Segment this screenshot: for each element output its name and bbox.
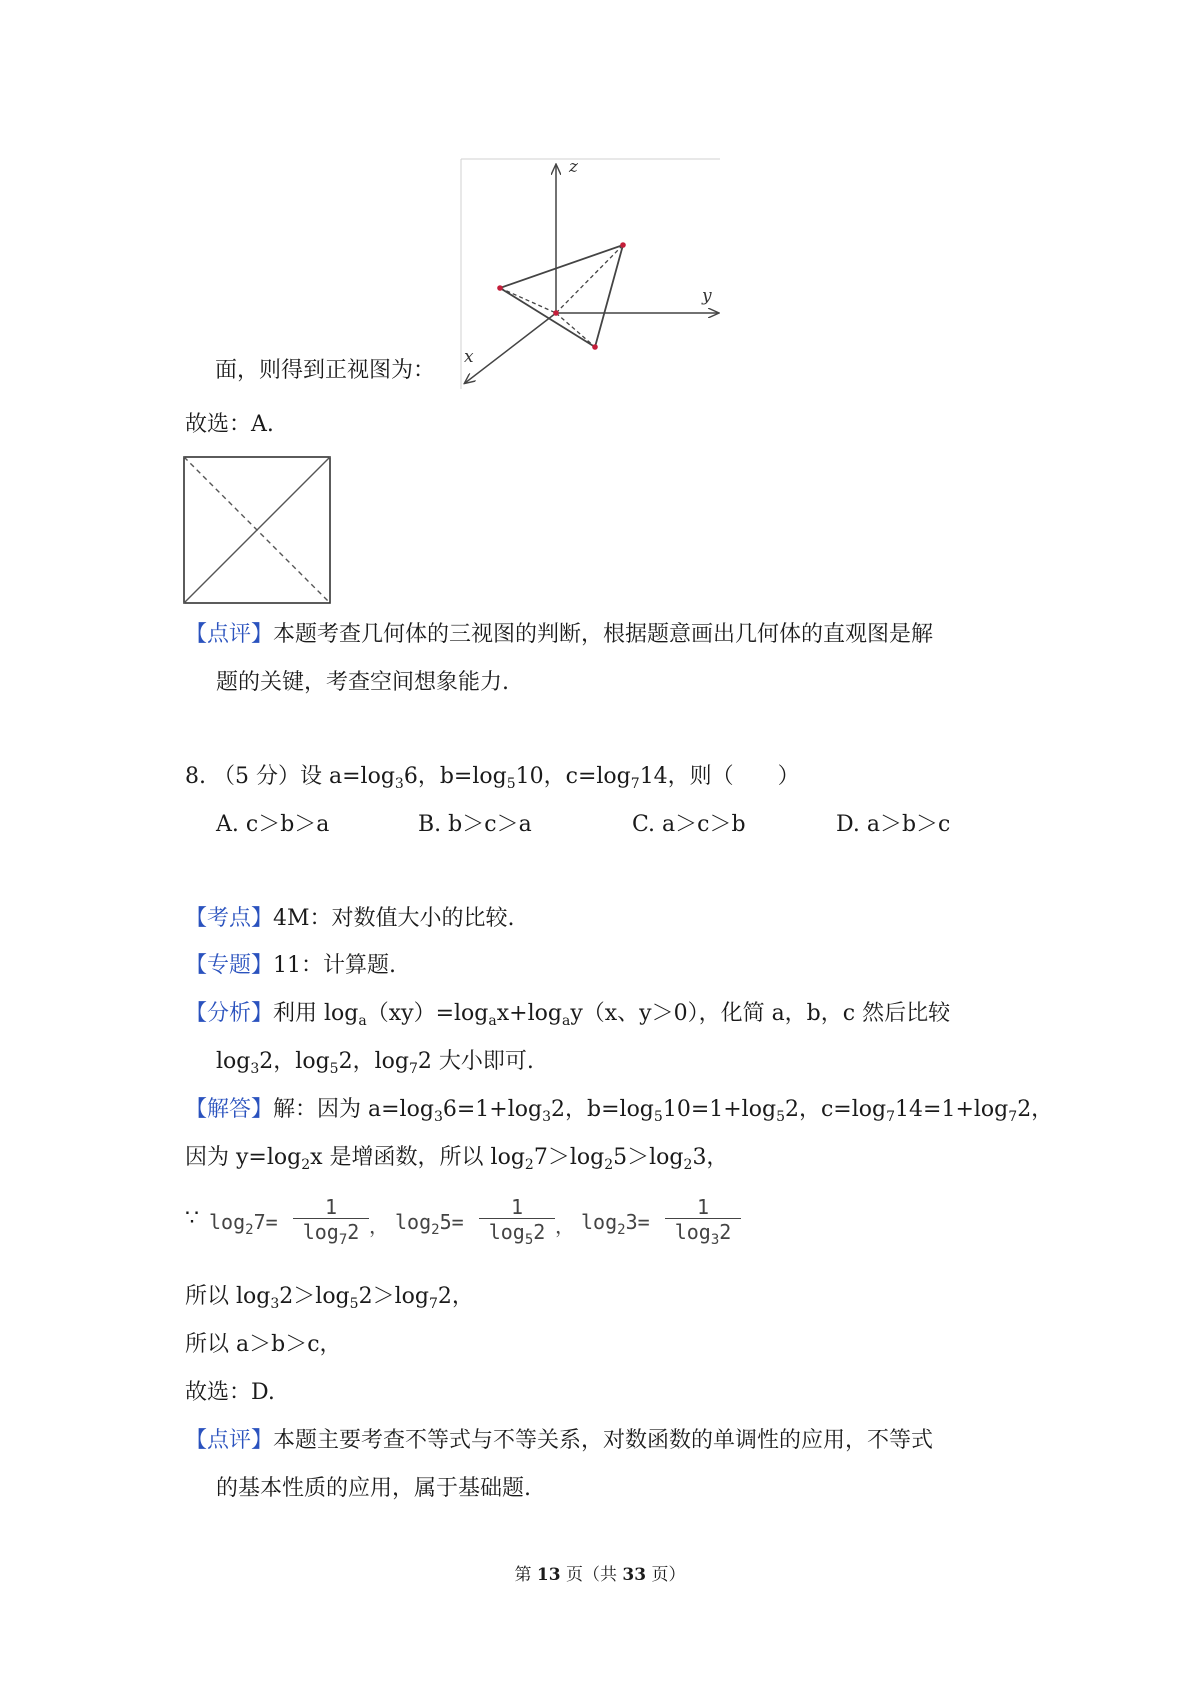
front-view-square-diagram — [182, 455, 334, 607]
previous-comment-line1 — [185, 620, 933, 650]
reciprocal-formula-line: ∵ $\log_27=$ 1 $\log_72$ ， $\log_25=$ 1 $\log_52$ ， $\log_23=$ 1 $\log_32$ — [185, 1196, 885, 1260]
stem-text: 14，则（ ） — [639, 764, 800, 789]
z-axis-label: z — [569, 157, 578, 177]
vertex-point — [592, 344, 598, 350]
fenxi-line2: $\log_32$，$\log_52$，$\log_72$ 大小即可. — [216, 1049, 534, 1077]
y-axis-label: y — [702, 286, 712, 306]
subscript: 3 — [394, 776, 404, 792]
hidden-edge-3 — [556, 313, 595, 347]
subscript: 7 — [630, 776, 640, 792]
front-view-sentence: 面，则得到正视图为： — [215, 358, 436, 383]
page-total: 33 — [622, 1565, 647, 1585]
page-footer: 第 13 页（共 33 页） — [514, 1565, 686, 1585]
previous-choice: 故选：A. — [185, 412, 274, 437]
question-number: 8. — [185, 764, 206, 789]
fenxi-tag: 【分析】 — [185, 1001, 274, 1026]
option-a: A. c＞b＞a — [216, 812, 330, 837]
jieda-line3: 所以 $\log_32>\log_52>\log_72$， — [185, 1284, 474, 1312]
question-8-stem — [185, 762, 800, 794]
vertex-point — [497, 285, 503, 291]
option-b: B. b＞c＞a — [418, 812, 532, 837]
comment-text: 本题考查几何体的三视图的判断，根据题意画出几何体的直观图是解 — [273, 622, 934, 647]
comment-text: 本题主要考查不等式与不等关系，对数函数的单调性的应用，不等式 — [273, 1428, 934, 1453]
fenxi-line1: 【分析】利用 $\log_a(xy)=\log_ax+\log_ay(x$、y＞0），化简 a，b，c 然后比较 — [185, 1001, 951, 1029]
vertex-point — [620, 242, 626, 248]
comment-line2: 的基本性质的应用，属于基础题. — [216, 1476, 531, 1501]
zhuanti-text: 11：计算题. — [273, 953, 397, 978]
pyramid-edges — [500, 245, 623, 347]
previous-comment-line2: 题的关键，考查空间想象能力. — [216, 670, 509, 695]
option-d: D. a＞b＞c — [836, 812, 951, 837]
page-number: 13 — [536, 1565, 561, 1585]
stem-text: 10，c=log — [515, 764, 631, 789]
kaodian-tag: 【考点】 — [185, 906, 274, 931]
because-symbol: ∵ — [185, 1206, 199, 1231]
option-c: C. a＞c＞b — [632, 812, 746, 837]
zhuanti-line — [185, 951, 396, 981]
jieda-line2: 因为 $y=\log_2x$ 是增函数，所以 $\log_27>\log_25>\log_23$， — [185, 1145, 729, 1173]
stem-text: （5 分）设 a=log — [213, 764, 395, 789]
vertex-point — [553, 310, 559, 316]
comment-tag: 【点评】 — [185, 1428, 274, 1453]
comment-tag: 【点评】 — [185, 622, 274, 647]
comment-line1 — [185, 1426, 933, 1456]
hidden-edge-2 — [500, 288, 556, 313]
answer-choice: 故选：D. — [185, 1380, 275, 1405]
zhuanti-tag: 【专题】 — [185, 953, 274, 978]
jieda-line4: 所以 a＞b＞c， — [185, 1332, 342, 1357]
jieda-line1: 【解答】解：因为 $a=\log_36=1+\log_32$，$b=\log_510=1+\log_52$，$c=\log_714=1+\log_72$， — [185, 1097, 1054, 1125]
x-axis — [465, 313, 556, 383]
kaodian-line — [185, 904, 515, 934]
stem-text: 6，b=log — [403, 764, 507, 789]
jieda-tag: 【解答】 — [185, 1097, 274, 1122]
x-axis-label: x — [464, 347, 474, 367]
kaodian-text: 4M：对数值大小的比较. — [273, 906, 515, 931]
subscript: 5 — [506, 776, 516, 792]
pyramid-3d-diagram — [460, 155, 730, 390]
